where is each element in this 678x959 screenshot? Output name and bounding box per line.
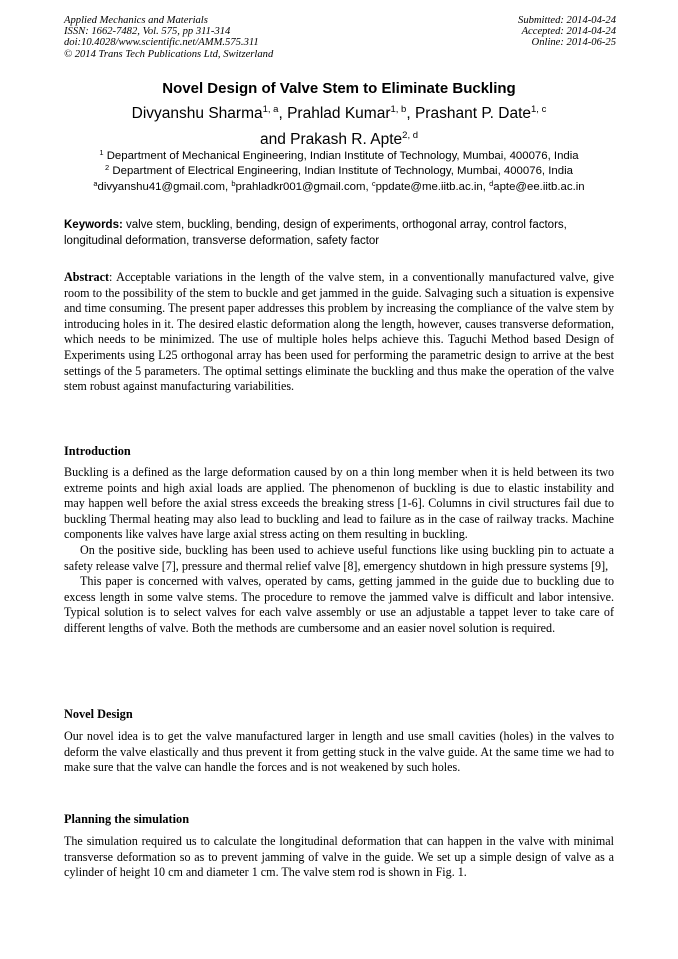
author-superscript: 1, b <box>390 104 407 115</box>
paragraph: Our novel idea is to get the valve manufactured larger in length and use small cavities (holes) in the valves to deform the valve elastically and thus prevent it from getting stuck in the valve guide. At the same time we had to make sure that the valve can handle the forces and is not weakened by such holes. <box>64 729 614 775</box>
section-heading-introduction: Introduction <box>64 444 131 458</box>
paragraph: On the positive side, buckling has been used to achieve useful functions like using buckling pin to actuate a safety release valve [7], pressure and thermal relief valve [8], emergency shutdown in high pressure systems [9], <box>64 542 614 573</box>
email-link[interactable]: apte@ee.iitb.ac.in <box>493 181 585 193</box>
email-link[interactable]: ppdate@me.iitb.ac.in <box>375 181 483 193</box>
affiliation-superscript: 1 <box>99 148 104 157</box>
author-separator: , <box>406 105 415 122</box>
publication-dates <box>518 15 616 49</box>
email-superscript: d <box>489 179 494 188</box>
author-name: Divyanshu Sharma <box>131 105 263 122</box>
journal-issn: ISSN: 1662-7482, Vol. 575, pp 311-314 <box>64 26 231 38</box>
journal-info <box>64 15 273 60</box>
author-conjunction: and <box>259 131 291 148</box>
date-accepted: Accepted: 2014-04-24 <box>521 26 616 38</box>
journal-copyright: © 2014 Trans Tech Publications Ltd, Switzerland <box>64 48 274 60</box>
author-line-1 <box>0 104 678 124</box>
section-introduction <box>64 465 614 637</box>
author-emails <box>0 180 678 194</box>
author-line-2 <box>0 130 678 150</box>
section-planning <box>64 834 614 881</box>
journal-doi: doi:10.4028/www.scientific.net/AMM.575.311 <box>64 37 259 49</box>
author-superscript: 1, a <box>262 104 279 115</box>
email-superscript: c <box>371 179 376 188</box>
abstract-text: : Acceptable variations in the length of the valve stem, in a conventionally manufactured valve, give room to the possibility of the stem to buckle and get jammed in the guide. Salvaging such a situation is expensive and time consuming. The present paper addresses this problem by increasing the compliance of the valve stem by introducing holes in it. The desired elastic deformation along the length, however, causes transverse deformation, which needs to be minimized. The use of multiple holes helps achieve this. Taguchi Method based Design of Experiments using L25 orthogonal array has been used for performing the parametric design to arrive at the best settings of the 5 parameters. The optimal settings eliminate the buckling and thus make the operation of the valve stem robust against manufacturing variabilities. <box>64 270 614 394</box>
paragraph: This paper is concerned with valves, operated by cams, getting jammed in the guide due to buckling due to excess length in some valve stems. The procedure to remove the jammed valve is difficult and labor intensive. Typical solution is to select valves for each valve assembly or use an adjustable a tappet lever to take care of different lengths of valve. Both the methods are cumbersome and an easier novel solution is required. <box>64 574 614 635</box>
author-name: Prahlad Kumar <box>287 105 391 122</box>
author-superscript: 2, d <box>402 130 419 141</box>
paragraph: The simulation required us to calculate the longitudinal deformation that can happen in the valve with minimal transverse deformation so as to prevent jamming of valve in the guide. We set up a simple design of valve as a cylinder of height 10 cm and diameter 1 cm. The valve stem rod is shown in Fig. 1. <box>64 834 614 880</box>
paragraph: Buckling is a defined as the large deformation caused by on a thin long member when it is held between its two extreme points and high axial loads are applied. The phenomenon of buckling is due to elastic instability and may happen well before the axial stress exceeds the breaking stress [1-6]. Columns in civil structures fail due to buckling Thermal heating may also lead to buckling and lead to failure as in the case of railway tracks. Machine components like valves have large axial stress acting on them resulting in buckling. <box>64 465 614 542</box>
keywords-text: valve stem, buckling, bending, design of experiments, orthogonal array, control factors, longitudinal deformation, transverse deformation, safety factor <box>64 219 567 247</box>
section-heading-planning: Planning the simulation <box>64 812 190 826</box>
paper-title: Novel Design of Valve Stem to Eliminate Buckling <box>162 80 516 97</box>
section-novel-design <box>64 729 614 776</box>
affiliation-2 <box>0 164 678 178</box>
email-superscript: b <box>231 179 236 188</box>
author-separator: , <box>278 105 288 122</box>
author-superscript: 1, c <box>531 104 547 115</box>
section-heading-novel-design: Novel Design <box>64 707 133 721</box>
email-superscript: a <box>93 179 98 188</box>
email-separator: , <box>365 181 372 193</box>
date-online: Online: 2014-06-25 <box>531 37 616 49</box>
email-separator: , <box>482 181 490 193</box>
email-link[interactable]: divyanshu41@gmail.com <box>97 181 225 193</box>
email-link[interactable]: prahladkr001@gmail.com <box>235 181 366 193</box>
affiliation-text: Department of Mechanical Engineering, Indian Institute of Technology, Mumbai, 400076, India <box>106 150 579 162</box>
affiliation-superscript: 2 <box>105 163 110 172</box>
affiliation-1 <box>0 149 678 163</box>
abstract-label: Abstract <box>64 270 110 284</box>
author-name: Prashant P. Date <box>414 105 532 122</box>
abstract <box>64 270 614 395</box>
keywords-label: Keywords: <box>64 219 123 231</box>
author-name: Prakash R. Apte <box>290 131 403 148</box>
email-separator: , <box>224 181 232 193</box>
affiliation-text: Department of Electrical Engineering, Indian Institute of Technology, Mumbai, 400076, India <box>112 165 573 177</box>
journal-name: Applied Mechanics and Materials <box>64 15 208 26</box>
keywords <box>64 218 614 249</box>
date-submitted: Submitted: 2014-04-24 <box>518 15 616 26</box>
